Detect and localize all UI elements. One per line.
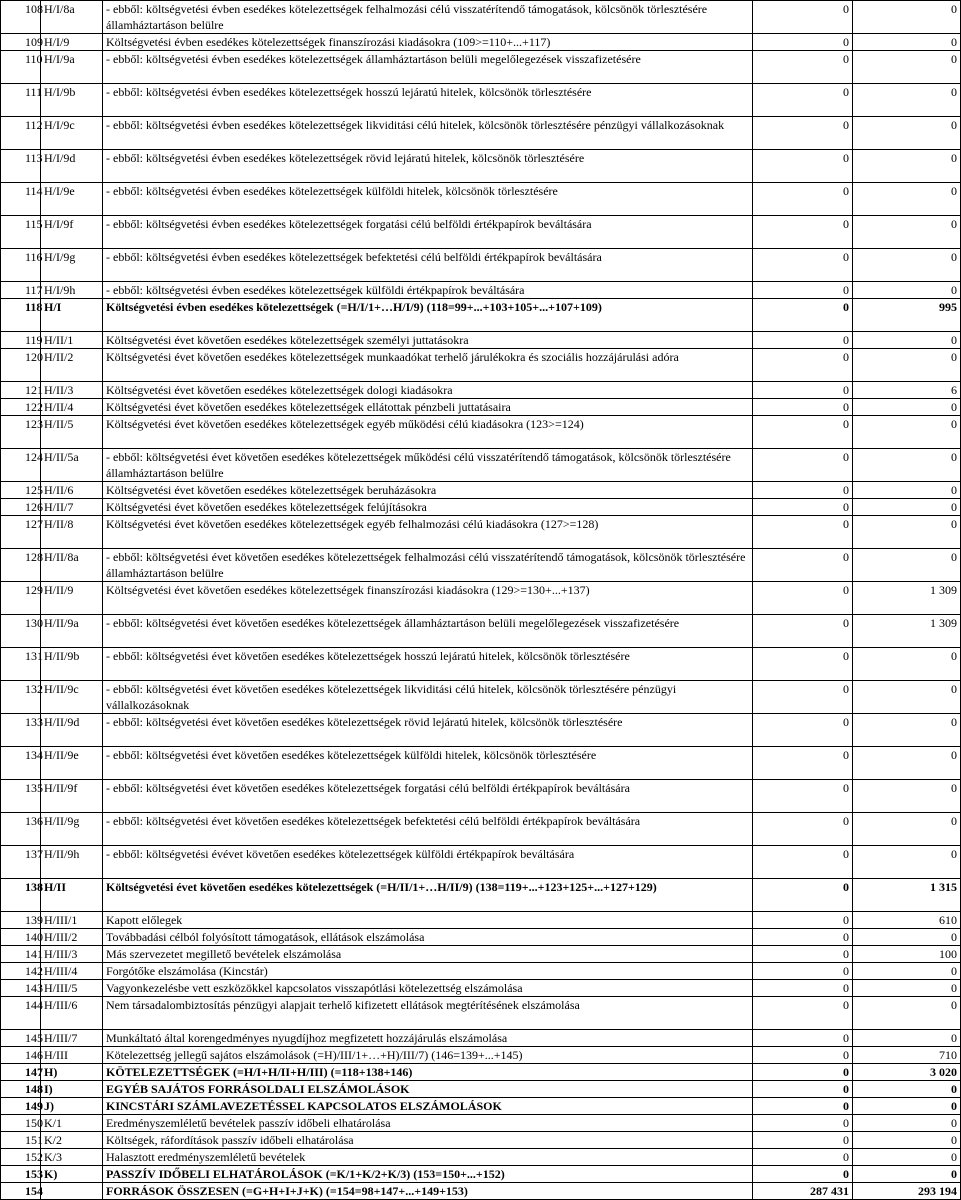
value-previous: 0 [753, 549, 853, 582]
row-number: 116 [1, 249, 41, 282]
row-code: H/II/9f [41, 780, 103, 813]
row-code: H/II/1 [41, 332, 103, 349]
row-description: - ebből: költségvetési évet követően esedékes kötelezettségek rövid lejáratú hitelek, kölcsönök törlesztésére [103, 714, 753, 747]
row-number: 117 [1, 282, 41, 299]
row-code: H/II/9d [41, 714, 103, 747]
table-row [1, 349, 961, 382]
value-current: 0 [853, 1149, 961, 1166]
value-current: 0 [853, 1098, 961, 1115]
row-code: H/II [41, 879, 103, 912]
value-previous: 0 [753, 879, 853, 912]
row-number: 153 [1, 1166, 41, 1183]
value-previous: 0 [753, 249, 853, 282]
row-description: EGYÉB SAJÁTOS FORRÁSOLDALI ELSZÁMOLÁSOK [103, 1081, 753, 1098]
value-current: 1 315 [853, 879, 961, 912]
row-number: 143 [1, 980, 41, 997]
value-previous: 0 [753, 84, 853, 117]
value-previous: 0 [753, 912, 853, 929]
row-number: 152 [1, 1149, 41, 1166]
table-row [1, 912, 961, 929]
table-row [1, 1149, 961, 1166]
value-current: 0 [853, 929, 961, 946]
row-description: - ebből: költségvetési évben esedékes kötelezettségek államháztartáson belüli megelőlegezések visszafizetésére [103, 51, 753, 84]
value-previous: 0 [753, 1, 853, 34]
row-description: Költségvetési évet követően esedékes kötelezettségek felújításokra [103, 499, 753, 516]
row-code: H/III/2 [41, 929, 103, 946]
value-previous: 0 [753, 747, 853, 780]
value-current: 0 [853, 1, 961, 34]
value-current: 0 [853, 216, 961, 249]
row-description: - ebből: költségvetési évben esedékes kötelezettségek hosszú lejáratú hitelek, kölcsönök törlesztésére [103, 84, 753, 117]
row-number: 147 [1, 1064, 41, 1081]
table-row [1, 216, 961, 249]
value-previous: 0 [753, 1064, 853, 1081]
value-current: 0 [853, 34, 961, 51]
value-previous: 0 [753, 150, 853, 183]
row-number: 142 [1, 963, 41, 980]
value-current: 0 [853, 780, 961, 813]
row-description: Munkáltató által korengedményes nyugdíjhoz megfizetett hozzájárulás elszámolása [103, 1030, 753, 1047]
row-code: H/II/5 [41, 416, 103, 449]
row-description: Költségvetési évet követően esedékes kötelezettségek beruházásokra [103, 482, 753, 499]
row-number: 110 [1, 51, 41, 84]
row-description: Kapott előlegek [103, 912, 753, 929]
value-previous: 0 [753, 183, 853, 216]
row-description: - ebből: költségvetési évben esedékes kötelezettségek felhalmozási célú visszatérítendő támogatások, kölcsönök törlesztésére államháztartáson belülre [103, 1, 753, 34]
value-current: 0 [853, 1132, 961, 1149]
value-previous: 0 [753, 1081, 853, 1098]
table-row [1, 449, 961, 482]
value-current: 1 309 [853, 582, 961, 615]
value-current: 1 309 [853, 615, 961, 648]
row-code: H/I/9h [41, 282, 103, 299]
value-previous: 0 [753, 681, 853, 714]
value-current: 0 [853, 84, 961, 117]
table-row [1, 1132, 961, 1149]
row-code: H/III [41, 1047, 103, 1064]
row-description: - ebből: költségvetési évben esedékes kötelezettségek rövid lejáratú hitelek, kölcsönök törlesztésére [103, 150, 753, 183]
table-row [1, 747, 961, 780]
table-row [1, 299, 961, 332]
row-number: 145 [1, 1030, 41, 1047]
row-description: - ebből: költségvetési évben esedékes kötelezettségek befektetési célú belföldi értékpapírok beváltására [103, 249, 753, 282]
row-description: Költségvetési évet követően esedékes kötelezettségek személyi juttatásokra [103, 332, 753, 349]
value-previous: 0 [753, 51, 853, 84]
row-description: Költségvetési évet követően esedékes kötelezettségek egyéb felhalmozási célú kiadásokra (127>=128) [103, 516, 753, 549]
value-previous: 0 [753, 516, 853, 549]
row-number: 139 [1, 912, 41, 929]
row-description: - ebből: költségvetési évben esedékes kötelezettségek külföldi értékpapírok beváltására [103, 282, 753, 299]
row-description: Költségvetési évet követően esedékes kötelezettségek finanszírozási kiadásokra (129>=130+...+137) [103, 582, 753, 615]
row-description: Kötelezettség jellegű sajátos elszámolások (=H)/III/1+…+H)/III/7) (146=139+...+145) [103, 1047, 753, 1064]
row-code: H/II/9g [41, 813, 103, 846]
table-row [1, 997, 961, 1030]
value-previous: 0 [753, 349, 853, 382]
row-description: Költségvetési évet követően esedékes kötelezettségek munkaadókat terhelő járulékokra és szociális hozzájárulási adóra [103, 349, 753, 382]
value-current: 0 [853, 399, 961, 416]
row-code: H/II/9a [41, 615, 103, 648]
value-current: 0 [853, 997, 961, 1030]
row-number: 132 [1, 681, 41, 714]
value-current: 0 [853, 416, 961, 449]
table-row [1, 1166, 961, 1183]
row-code: H/III/1 [41, 912, 103, 929]
table-row [1, 1, 961, 34]
value-previous: 0 [753, 482, 853, 499]
row-code: H/II/3 [41, 382, 103, 399]
row-description: - ebből: költségvetési évet követően esedékes kötelezettségek külföldi hitelek, kölcsönök törlesztésére [103, 747, 753, 780]
value-current: 0 [853, 449, 961, 482]
table-row [1, 499, 961, 516]
value-current: 0 [853, 648, 961, 681]
table-row [1, 929, 961, 946]
table-row [1, 84, 961, 117]
row-description: Halasztott eredményszemléletű bevételek [103, 1149, 753, 1166]
value-current: 0 [853, 1166, 961, 1183]
value-previous: 0 [753, 946, 853, 963]
row-code: K) [41, 1166, 103, 1183]
row-number: 119 [1, 332, 41, 349]
row-code: H/I [41, 299, 103, 332]
row-code: K/1 [41, 1115, 103, 1132]
table-row [1, 1081, 961, 1098]
value-current: 3 020 [853, 1064, 961, 1081]
row-code: H/III/3 [41, 946, 103, 963]
value-current: 995 [853, 299, 961, 332]
row-number: 140 [1, 929, 41, 946]
row-code: H) [41, 1064, 103, 1081]
table-row [1, 117, 961, 150]
value-current: 0 [853, 499, 961, 516]
value-previous: 287 431 [753, 1183, 853, 1200]
row-code: H/I/9a [41, 51, 103, 84]
row-number: 148 [1, 1081, 41, 1098]
value-previous: 0 [753, 449, 853, 482]
table-row [1, 399, 961, 416]
value-current: 0 [853, 813, 961, 846]
value-current: 0 [853, 249, 961, 282]
table-row [1, 482, 961, 499]
value-current: 0 [853, 549, 961, 582]
row-number: 120 [1, 349, 41, 382]
row-description: - ebből: költségvetési évben esedékes kötelezettségek likviditási célú hitelek, kölcsönök törlesztésére pénzügyi vállalkozásoknak [103, 117, 753, 150]
row-description: - ebből: költségvetési évet követően esedékes kötelezettségek hosszú lejáratú hitelek, kölcsönök törlesztésére [103, 648, 753, 681]
table-row [1, 780, 961, 813]
row-description: KÖTELEZETTSÉGEK (=H/I+H/II+H/III) (=118+138+146) [103, 1064, 753, 1081]
row-code: H/II/7 [41, 499, 103, 516]
row-description: Költségvetési évben esedékes kötelezettségek finanszírozási kiadásokra (109>=110+...+117) [103, 34, 753, 51]
table-row [1, 582, 961, 615]
row-code: H/II/2 [41, 349, 103, 382]
row-description: - ebből: költségvetési évet követően esedékes kötelezettségek felhalmozási célú visszatérítendő támogatások, kölcsönök törlesztésére államháztartáson belülre [103, 549, 753, 582]
value-previous: 0 [753, 382, 853, 399]
table-row [1, 249, 961, 282]
row-number: 133 [1, 714, 41, 747]
row-description: Költségvetési évet követően esedékes kötelezettségek (=H/II/1+…H/II/9) (138=119+...+123+125+...+127+129) [103, 879, 753, 912]
value-previous: 0 [753, 1149, 853, 1166]
table-row [1, 549, 961, 582]
value-previous: 0 [753, 780, 853, 813]
value-previous: 0 [753, 1115, 853, 1132]
row-number: 121 [1, 382, 41, 399]
row-number: 118 [1, 299, 41, 332]
row-code: H/III/5 [41, 980, 103, 997]
row-number: 122 [1, 399, 41, 416]
row-code: H/II/9 [41, 582, 103, 615]
row-number: 146 [1, 1047, 41, 1064]
table-row [1, 1115, 961, 1132]
row-code: H/II/8 [41, 516, 103, 549]
row-description: PASSZÍV IDŐBELI ELHATÁROLÁSOK (=K/1+K/2+K/3) (153=150+...+152) [103, 1166, 753, 1183]
row-code: H/II/4 [41, 399, 103, 416]
value-current: 100 [853, 946, 961, 963]
table-row [1, 382, 961, 399]
row-number: 126 [1, 499, 41, 516]
row-code: H/III/4 [41, 963, 103, 980]
row-code: H/I/9g [41, 249, 103, 282]
row-number: 112 [1, 117, 41, 150]
value-previous: 0 [753, 332, 853, 349]
row-number: 130 [1, 615, 41, 648]
value-current: 0 [853, 846, 961, 879]
row-number: 138 [1, 879, 41, 912]
value-previous: 0 [753, 1166, 853, 1183]
row-number: 114 [1, 183, 41, 216]
row-number: 113 [1, 150, 41, 183]
table-row [1, 332, 961, 349]
table-row [1, 963, 961, 980]
row-number: 108 [1, 1, 41, 34]
row-number: 128 [1, 549, 41, 582]
table-row [1, 1047, 961, 1064]
row-number: 144 [1, 997, 41, 1030]
value-previous: 0 [753, 846, 853, 879]
value-previous: 0 [753, 1030, 853, 1047]
row-code: I) [41, 1081, 103, 1098]
value-previous: 0 [753, 929, 853, 946]
value-current: 0 [853, 117, 961, 150]
table-row [1, 980, 961, 997]
row-description: Eredményszemléletű bevételek passzív időbeli elhatárolása [103, 1115, 753, 1132]
row-description: - ebből: költségvetési évet követően esedékes kötelezettségek befektetési célú belföldi értékpapírok beváltására [103, 813, 753, 846]
row-number: 137 [1, 846, 41, 879]
value-current: 0 [853, 282, 961, 299]
row-description: Költségek, ráfordítások passzív időbeli elhatárolása [103, 1132, 753, 1149]
value-current: 0 [853, 747, 961, 780]
row-description: Más szervezetet megillető bevételek elszámolása [103, 946, 753, 963]
table-row [1, 1030, 961, 1047]
value-current: 0 [853, 482, 961, 499]
row-description: Költségvetési évet követően esedékes kötelezettségek dologi kiadásokra [103, 382, 753, 399]
table-row [1, 1098, 961, 1115]
row-description: - ebből: költségvetési évet követően esedékes kötelezettségek likviditási célú hitelek, kölcsönök törlesztésére pénzügyi vállalkozásoknak [103, 681, 753, 714]
value-previous: 0 [753, 117, 853, 150]
value-previous: 0 [753, 615, 853, 648]
row-description: - ebből: költségvetési évet követően esedékes kötelezettségek működési célú visszatérítendő támogatások, kölcsönök törlesztésére államháztartáson belülre [103, 449, 753, 482]
row-description: - ebből: költségvetési évben esedékes kötelezettségek külföldi hitelek, kölcsönök törlesztésére [103, 183, 753, 216]
value-current: 0 [853, 332, 961, 349]
row-code: H/II/9c [41, 681, 103, 714]
value-previous: 0 [753, 582, 853, 615]
value-previous: 0 [753, 813, 853, 846]
row-number: 154 [1, 1183, 41, 1200]
row-number: 124 [1, 449, 41, 482]
value-previous: 0 [753, 34, 853, 51]
row-code: H/I/9f [41, 216, 103, 249]
table-body [1, 1, 961, 1200]
table-row [1, 879, 961, 912]
table-row [1, 1064, 961, 1081]
row-code: H/II/9b [41, 648, 103, 681]
value-previous: 0 [753, 648, 853, 681]
row-code: H/I/9b [41, 84, 103, 117]
row-number: 134 [1, 747, 41, 780]
value-current: 610 [853, 912, 961, 929]
table-row [1, 615, 961, 648]
value-previous: 0 [753, 714, 853, 747]
value-previous: 0 [753, 399, 853, 416]
row-number: 131 [1, 648, 41, 681]
value-current: 0 [853, 1081, 961, 1098]
value-previous: 0 [753, 997, 853, 1030]
value-current: 0 [853, 349, 961, 382]
table-row [1, 714, 961, 747]
table-row [1, 846, 961, 879]
value-previous: 0 [753, 963, 853, 980]
row-code: H/I/9 [41, 34, 103, 51]
row-number: 127 [1, 516, 41, 549]
row-code: H/II/9e [41, 747, 103, 780]
row-description: - ebből: költségvetési évben esedékes kötelezettségek forgatási célú belföldi értékpapírok beváltására [103, 216, 753, 249]
table-row [1, 946, 961, 963]
table-row [1, 1183, 961, 1200]
row-code: H/I/9c [41, 117, 103, 150]
table-row [1, 516, 961, 549]
row-number: 125 [1, 482, 41, 499]
row-number: 141 [1, 946, 41, 963]
table-row [1, 183, 961, 216]
value-current: 710 [853, 1047, 961, 1064]
table-row [1, 416, 961, 449]
row-code: H/III/7 [41, 1030, 103, 1047]
row-description: - ebből: költségvetési évet követően esedékes kötelezettségek forgatási célú belföldi értékpapírok beváltására [103, 780, 753, 813]
table-row [1, 282, 961, 299]
row-number: 151 [1, 1132, 41, 1149]
row-code: J) [41, 1098, 103, 1115]
row-code: K/3 [41, 1149, 103, 1166]
row-code [41, 1183, 103, 1200]
value-current: 0 [853, 681, 961, 714]
value-current: 0 [853, 980, 961, 997]
row-code: H/II/5a [41, 449, 103, 482]
value-previous: 0 [753, 1098, 853, 1115]
row-number: 111 [1, 84, 41, 117]
row-code: H/I/8a [41, 1, 103, 34]
row-description: - ebből: költségvetési évet követően esedékes kötelezettségek államháztartáson belüli megelőlegezések visszafizetésére [103, 615, 753, 648]
value-current: 0 [853, 183, 961, 216]
row-code: H/I/9d [41, 150, 103, 183]
row-number: 115 [1, 216, 41, 249]
value-current: 0 [853, 1115, 961, 1132]
row-code: H/I/9e [41, 183, 103, 216]
row-code: K/2 [41, 1132, 103, 1149]
row-number: 149 [1, 1098, 41, 1115]
value-current: 293 194 [853, 1183, 961, 1200]
value-previous: 0 [753, 1132, 853, 1149]
row-number: 129 [1, 582, 41, 615]
row-number: 136 [1, 813, 41, 846]
value-previous: 0 [753, 282, 853, 299]
row-code: H/II/9h [41, 846, 103, 879]
row-code: H/II/6 [41, 482, 103, 499]
value-previous: 0 [753, 980, 853, 997]
row-description: Vagyonkezelésbe vett eszközökkel kapcsolatos visszapótlási kötelezettség elszámolása [103, 980, 753, 997]
value-previous: 0 [753, 216, 853, 249]
value-current: 0 [853, 714, 961, 747]
value-current: 0 [853, 516, 961, 549]
value-previous: 0 [753, 1047, 853, 1064]
value-current: 0 [853, 150, 961, 183]
row-number: 135 [1, 780, 41, 813]
value-previous: 0 [753, 416, 853, 449]
row-description: FORRÁSOK ÖSSZESEN (=G+H+I+J+K) (=154=98+147+...+149+153) [103, 1183, 753, 1200]
row-description: Továbbadási célból folyósított támogatások, ellátások elszámolása [103, 929, 753, 946]
row-description: - ebből: költségvetési évévet követően esedékes kötelezettségek külföldi értékpapírok beváltására [103, 846, 753, 879]
row-code: H/III/6 [41, 997, 103, 1030]
value-current: 0 [853, 1030, 961, 1047]
row-number: 109 [1, 34, 41, 51]
row-description: KINCSTÁRI SZÁMLAVEZETÉSSEL KAPCSOLATOS ELSZÁMOLÁSOK [103, 1098, 753, 1115]
table-row [1, 681, 961, 714]
table-row [1, 813, 961, 846]
row-description: Forgótőke elszámolása (Kincstár) [103, 963, 753, 980]
row-description: Költségvetési évet követően esedékes kötelezettségek ellátottak pénzbeli juttatásaira [103, 399, 753, 416]
row-description: Nem társadalombiztosítás pénzügyi alapjait terhelő kifizetett ellátások megtérítésének elszámolása [103, 997, 753, 1030]
row-description: Költségvetési évben esedékes kötelezettségek (=H/I/1+…H/I/9) (118=99+...+103+105+...+107+109) [103, 299, 753, 332]
value-previous: 0 [753, 499, 853, 516]
value-current: 0 [853, 963, 961, 980]
value-current: 6 [853, 382, 961, 399]
table-row [1, 51, 961, 84]
table-row [1, 34, 961, 51]
table-row [1, 648, 961, 681]
row-number: 123 [1, 416, 41, 449]
row-number: 150 [1, 1115, 41, 1132]
row-description: Költségvetési évet követően esedékes kötelezettségek egyéb működési célú kiadásokra (123>=124) [103, 416, 753, 449]
value-previous: 0 [753, 299, 853, 332]
table-row [1, 150, 961, 183]
row-code: H/II/8a [41, 549, 103, 582]
value-current: 0 [853, 51, 961, 84]
